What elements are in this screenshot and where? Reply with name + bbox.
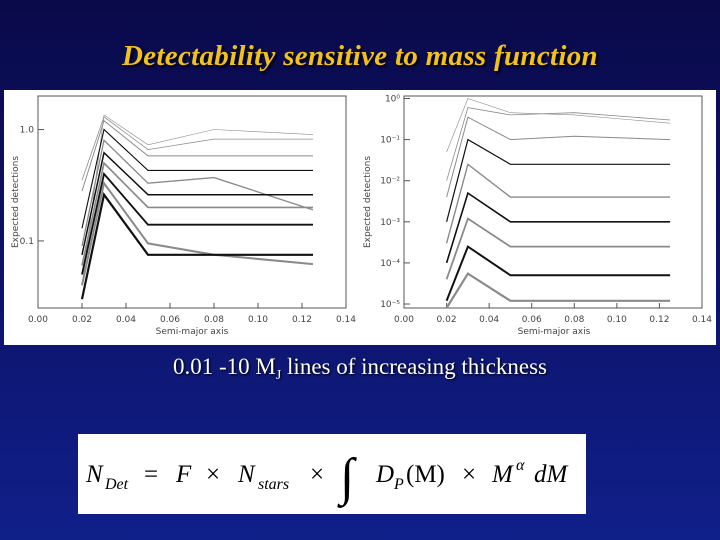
- formula-times-2: ×: [310, 461, 325, 488]
- y-tick-label: 10⁻³: [380, 217, 400, 228]
- y-tick-label: 10⁻²: [380, 176, 400, 187]
- formula-svg: [78, 434, 586, 514]
- x-tick-label: 0.04: [115, 315, 137, 325]
- series-line-3: [82, 121, 313, 191]
- x-tick-label: 0.08: [203, 315, 225, 325]
- chart-svg: [4, 90, 716, 345]
- y-axis-label: Expected detections: [363, 155, 373, 249]
- x-axis-label: Semi-major axis: [155, 327, 229, 337]
- formula-times-1: ×: [206, 461, 221, 488]
- slide-title: Detectability sensitive to mass function: [122, 40, 598, 72]
- caption-main: 0.01 -10 M: [172, 354, 276, 379]
- formula-n-stars-sub: stars: [258, 476, 290, 493]
- series-line-5: [447, 164, 670, 243]
- series-line-6: [447, 193, 670, 263]
- caption-rest: lines of increasing thickness: [281, 354, 548, 379]
- y-tick-label: 10⁻⁴: [380, 258, 400, 269]
- y-tick-label: 10⁰: [384, 94, 400, 105]
- y-tick-label: 10⁻⁵: [380, 300, 400, 311]
- y-tick-label: 10⁻¹: [380, 135, 400, 146]
- y-axis-label: Expected detections: [11, 155, 21, 249]
- x-tick-label: 0.12: [649, 315, 670, 325]
- series-line-2: [447, 108, 670, 181]
- formula-dp-arg: (M): [406, 461, 445, 488]
- chart-panel-1: [11, 96, 356, 337]
- series-line-10: [82, 195, 313, 300]
- y-tick-label: 1.0: [19, 125, 34, 136]
- formula-n-det-sub: Det: [105, 476, 129, 493]
- formula-m: M: [492, 461, 513, 488]
- series-line-8: [447, 247, 670, 301]
- x-tick-label: 0.00: [393, 315, 415, 325]
- x-axis-label: Semi-major axis: [517, 327, 591, 337]
- formula-equals: =: [144, 461, 159, 488]
- x-tick-label: 0.14: [335, 315, 357, 325]
- formula-box: [78, 434, 586, 514]
- caption: [0, 354, 720, 384]
- formula-dp: D: [376, 461, 395, 488]
- series-line-9: [447, 274, 670, 308]
- series-line-4: [447, 140, 670, 222]
- formula-dp-sub: P: [394, 476, 404, 493]
- series-line-7: [447, 219, 670, 280]
- formula-f: F: [176, 461, 192, 488]
- caption-subscript: J: [275, 368, 282, 383]
- x-tick-label: 0.10: [247, 315, 269, 325]
- formula-times-3: ×: [462, 461, 477, 488]
- x-tick-label: 0.12: [291, 315, 313, 325]
- formula-n-stars: N: [238, 461, 255, 488]
- chart-panel-2: [363, 94, 712, 337]
- x-tick-label: 0.06: [159, 315, 181, 325]
- x-tick-label: 0.02: [436, 315, 457, 325]
- x-tick-label: 0.10: [606, 315, 627, 325]
- series-line-1: [447, 99, 670, 153]
- formula-alpha: α: [516, 457, 525, 474]
- series-line-8: [82, 174, 313, 275]
- y-tick-label: 0.1: [19, 236, 34, 247]
- x-tick-label: 0.08: [564, 315, 585, 325]
- x-tick-label: 0.02: [71, 315, 93, 325]
- series-line-6: [82, 153, 313, 255]
- x-tick-label: 0.14: [691, 315, 713, 325]
- formula-integral: ∫: [340, 449, 355, 506]
- x-tick-label: 0.04: [479, 315, 500, 325]
- formula-dm: dM: [534, 461, 568, 488]
- formula-n-det: N: [86, 461, 103, 488]
- x-tick-label: 0.06: [521, 315, 542, 325]
- series-line-3: [447, 117, 670, 197]
- x-tick-label: 0.00: [27, 315, 49, 325]
- figure-panel: [4, 90, 716, 345]
